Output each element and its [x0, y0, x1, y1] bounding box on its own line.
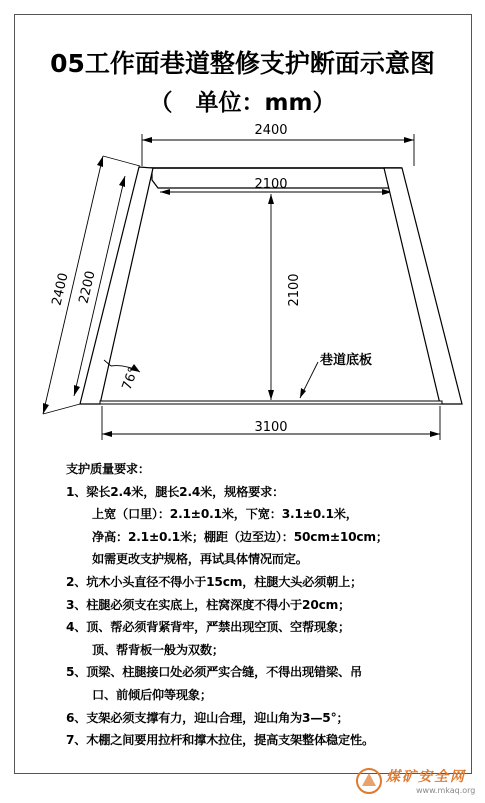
- dim-bottom-label: 3100: [254, 420, 288, 435]
- unit-subtitle: （ 单位：mm）: [149, 90, 336, 116]
- requirement-line: 4、顶、帮必须背紧背牢，严禁出现空顶、空帮现象；: [66, 620, 350, 635]
- dim-leg-outer-label: 2400: [49, 271, 72, 308]
- watermark-logo-icon: [354, 766, 384, 796]
- dim-inner-top-label: 2100: [254, 177, 288, 192]
- dimension-bottom-3100: [102, 406, 440, 440]
- support-requirements: [66, 458, 470, 752]
- requirement-line: 2、坑木小头直径不得小于15cm，柱腿大头必须朝上；: [66, 574, 363, 589]
- dimension-height-2100: [268, 194, 302, 400]
- floor-callout: [300, 352, 372, 398]
- watermark-url: www.mkaq.org: [416, 786, 476, 795]
- requirement-line: 口、前倾后仰等现象；: [92, 687, 212, 702]
- watermark-brand: 煤矿安全网: [386, 769, 466, 785]
- page-title: 05工作面巷道整修支护断面示意图: [50, 49, 435, 78]
- site-watermark: [352, 764, 476, 798]
- dimension-top-2400: [142, 123, 414, 166]
- dim-top-label: 2400: [254, 123, 288, 138]
- right-leg: [384, 168, 462, 404]
- requirement-line: 上宽（口里）：2.1±0.1米，下宽：3.1±0.1米，: [92, 507, 358, 522]
- requirement-line: 5、顶梁、柱腿接口处必须严实合缝，不得出现错梁、吊: [66, 665, 362, 680]
- dim-leg-inner-label: 2200: [76, 269, 99, 306]
- requirement-line: 6、支架必须支撑有力，迎山合理，迎山角为3—5°；: [66, 710, 349, 725]
- angle-label: 76°: [119, 365, 142, 393]
- requirements-heading: 支护质量要求：: [66, 462, 150, 476]
- dim-height-label: 2100: [287, 273, 302, 307]
- requirement-line: 3、柱腿必须支在实底上，柱窝深度不得小于20cm；: [66, 597, 351, 612]
- angle-76-marker: [104, 360, 142, 392]
- requirement-line: 1、梁长2.4米，腿长2.4米，规格要求：: [66, 484, 285, 499]
- floor-plank: [100, 401, 442, 404]
- requirement-line: 7、木棚之间要用拉杆和撑木拉住，提高支架整体稳定性。: [66, 733, 374, 748]
- floor-label: 巷道底板: [320, 353, 373, 368]
- requirement-line: 净高：2.1±0.1米；棚距（边至边）：50cm±10cm；: [92, 529, 388, 544]
- requirement-line: 顶、帮背板一般为双数；: [92, 642, 224, 657]
- requirement-line: 如需更改支护规格，再试具体情况而定。: [92, 552, 308, 567]
